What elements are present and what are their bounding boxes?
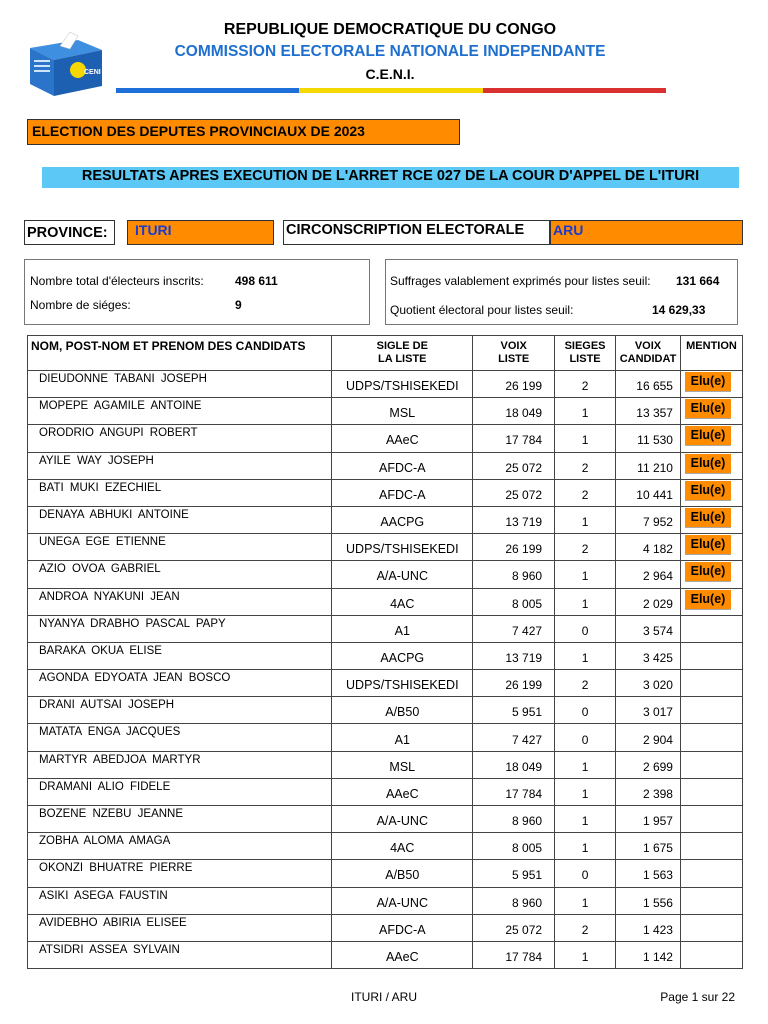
- sieges-liste: 1: [555, 751, 616, 778]
- voix-liste: 8 960: [473, 887, 555, 914]
- mention-cell: [680, 588, 742, 615]
- quotient-label: Quotient électoral pour listes seuil:: [390, 303, 574, 317]
- footer-location: ITURI / ARU: [350, 990, 417, 1004]
- voix-candidat: 1 675: [616, 833, 681, 860]
- voix-liste: 13 719: [473, 506, 555, 533]
- table-row: [28, 914, 743, 941]
- flag-yellow: [299, 88, 482, 93]
- mention-cell: [680, 561, 742, 588]
- candidate-name: OKONZI BHUATRE PIERRE: [28, 860, 332, 887]
- quotient-value: 14 629,33: [652, 303, 706, 317]
- voix-liste: 8 960: [473, 561, 555, 588]
- sieges-liste: 1: [555, 642, 616, 669]
- list-sigle: AACPG: [332, 642, 473, 669]
- elected-badge: Elu(e): [685, 481, 731, 501]
- flag-red: [483, 88, 666, 93]
- elected-badge: Elu(e): [685, 508, 731, 528]
- sieges-liste: 2: [555, 670, 616, 697]
- candidate-name: MOPEPE AGAMILE ANTOINE: [28, 398, 332, 425]
- header-name: NOM, POST-NOM ET PRENOM DES CANDIDATS: [28, 336, 332, 371]
- footer-page-number: Page 1 sur 22: [660, 990, 735, 1004]
- table-row: [28, 751, 743, 778]
- elected-badge: Elu(e): [685, 454, 731, 474]
- elected-badge: Elu(e): [685, 590, 731, 610]
- table-row: [28, 833, 743, 860]
- voix-liste: 25 072: [473, 914, 555, 941]
- list-sigle: A1: [332, 615, 473, 642]
- table-row: [28, 941, 743, 968]
- header-sieges-liste: SIEGES LISTE: [555, 336, 616, 371]
- sieges-liste: 0: [555, 860, 616, 887]
- table-row: [28, 778, 743, 805]
- voix-candidat: 11 210: [616, 452, 681, 479]
- mention-cell: [680, 398, 742, 425]
- mention-cell: [680, 479, 742, 506]
- candidate-name: ORODRIO ANGUPI ROBERT: [28, 425, 332, 452]
- table-row: [28, 561, 743, 588]
- list-sigle: A1: [332, 724, 473, 751]
- voix-liste: 7 427: [473, 724, 555, 751]
- voix-liste: 26 199: [473, 670, 555, 697]
- voix-liste: 26 199: [473, 534, 555, 561]
- table-row: [28, 615, 743, 642]
- list-sigle: UDPS/TSHISEKEDI: [332, 371, 473, 398]
- table-row: [28, 860, 743, 887]
- sieges-liste: 1: [555, 941, 616, 968]
- list-sigle: AAeC: [332, 425, 473, 452]
- election-title: ELECTION DES DEPUTES PROVINCIAUX DE 2023: [27, 119, 460, 145]
- voix-candidat: 2 398: [616, 778, 681, 805]
- voix-candidat: 1 556: [616, 887, 681, 914]
- candidate-name: BOZENE NZEBU JEANNE: [28, 806, 332, 833]
- mention-cell: [680, 670, 742, 697]
- mention-cell: [680, 642, 742, 669]
- candidate-name: ZOBHA ALOMA AMAGA: [28, 833, 332, 860]
- circonscription-label: CIRCONSCRIPTION ELECTORALE: [283, 220, 550, 245]
- voix-candidat: 11 530: [616, 425, 681, 452]
- mention-cell: [680, 615, 742, 642]
- table-row: [28, 452, 743, 479]
- table-row: [28, 887, 743, 914]
- mention-cell: [680, 697, 742, 724]
- voix-candidat: 3 574: [616, 615, 681, 642]
- elected-badge: Elu(e): [685, 372, 731, 392]
- sieges-liste: 1: [555, 561, 616, 588]
- voix-candidat: 10 441: [616, 479, 681, 506]
- list-sigle: A/B50: [332, 697, 473, 724]
- candidate-name: DRANI AUTSAI JOSEPH: [28, 697, 332, 724]
- table-row: [28, 588, 743, 615]
- mention-cell: [680, 833, 742, 860]
- candidate-name: AVIDEBHO ABIRIA ELISEE: [28, 914, 332, 941]
- electeurs-label: Nombre total d'électeurs inscrits:: [30, 274, 204, 288]
- stats-left-box: [24, 259, 370, 325]
- voix-liste: 7 427: [473, 615, 555, 642]
- voix-liste: 17 784: [473, 778, 555, 805]
- stats-right-box: [385, 259, 738, 325]
- sieges-liste: 1: [555, 398, 616, 425]
- table-row: [28, 425, 743, 452]
- voix-liste: 17 784: [473, 941, 555, 968]
- candidate-name: BARAKA OKUA ELISE: [28, 642, 332, 669]
- voix-candidat: 1 142: [616, 941, 681, 968]
- list-sigle: A/A-UNC: [332, 561, 473, 588]
- voix-candidat: 7 952: [616, 506, 681, 533]
- sieges-value: 9: [235, 298, 242, 312]
- mention-cell: [680, 425, 742, 452]
- elected-badge: Elu(e): [685, 399, 731, 419]
- voix-candidat: 3 425: [616, 642, 681, 669]
- voix-liste: 5 951: [473, 697, 555, 724]
- list-sigle: AACPG: [332, 506, 473, 533]
- table-row: [28, 506, 743, 533]
- mention-cell: [680, 941, 742, 968]
- table-row: [28, 670, 743, 697]
- table-row: [28, 398, 743, 425]
- candidate-name: MARTYR ABEDJOA MARTYR: [28, 751, 332, 778]
- voix-liste: 18 049: [473, 398, 555, 425]
- sieges-liste: 2: [555, 914, 616, 941]
- table-row: [28, 479, 743, 506]
- candidate-name: UNEGA EGE ETIENNE: [28, 534, 332, 561]
- voix-candidat: 3 017: [616, 697, 681, 724]
- voix-candidat: 1 423: [616, 914, 681, 941]
- elected-badge: Elu(e): [685, 535, 731, 555]
- candidate-name: AGONDA EDYOATA JEAN BOSCO: [28, 670, 332, 697]
- header-sigle: SIGLE DE LA LISTE: [332, 336, 473, 371]
- voix-candidat: 4 182: [616, 534, 681, 561]
- sieges-liste: 2: [555, 452, 616, 479]
- sieges-liste: 1: [555, 887, 616, 914]
- table-header-row: [28, 336, 743, 371]
- sieges-liste: 2: [555, 479, 616, 506]
- mention-cell: [680, 778, 742, 805]
- suffrages-label: Suffrages valablement exprimés pour listes seuil:: [390, 274, 651, 288]
- mention-cell: [680, 371, 742, 398]
- candidate-name: DRAMANI ALIO FIDELE: [28, 778, 332, 805]
- sieges-liste: 1: [555, 588, 616, 615]
- candidate-name: DENAYA ABHUKI ANTOINE: [28, 506, 332, 533]
- voix-liste: 8 960: [473, 806, 555, 833]
- sieges-liste: 2: [555, 534, 616, 561]
- header-ceni: C.E.N.I.: [365, 66, 415, 82]
- list-sigle: AFDC-A: [332, 452, 473, 479]
- list-sigle: A/A-UNC: [332, 887, 473, 914]
- sieges-liste: 0: [555, 615, 616, 642]
- voix-liste: 8 005: [473, 588, 555, 615]
- header-commission: COMMISSION ELECTORALE NATIONALE INDEPENDANTE: [174, 43, 606, 60]
- candidate-name: NYANYA DRABHO PASCAL PAPY: [28, 615, 332, 642]
- list-sigle: UDPS/TSHISEKEDI: [332, 670, 473, 697]
- table-row: [28, 534, 743, 561]
- voix-liste: 8 005: [473, 833, 555, 860]
- header-voix-candidat: VOIX CANDIDAT: [616, 336, 681, 371]
- voix-liste: 17 784: [473, 425, 555, 452]
- sieges-liste: 1: [555, 806, 616, 833]
- voix-liste: 18 049: [473, 751, 555, 778]
- electeurs-value: 498 611: [235, 274, 278, 288]
- list-sigle: A/A-UNC: [332, 806, 473, 833]
- voix-candidat: 3 020: [616, 670, 681, 697]
- sieges-liste: 0: [555, 697, 616, 724]
- mention-cell: [680, 806, 742, 833]
- header-republic: REPUBLIQUE DEMOCRATIQUE DU CONGO: [223, 21, 557, 38]
- flag-color-bar: [116, 88, 666, 93]
- sieges-liste: 0: [555, 724, 616, 751]
- candidate-name: ATSIDRI ASSEA SYLVAIN: [28, 941, 332, 968]
- table-row: [28, 724, 743, 751]
- list-sigle: MSL: [332, 751, 473, 778]
- candidate-name: ASIKI ASEGA FAUSTIN: [28, 887, 332, 914]
- mention-cell: [680, 914, 742, 941]
- results-title: RESULTATS APRES EXECUTION DE L'ARRET RCE 027 DE LA COUR D'APPEL DE L'ITURI: [42, 167, 739, 188]
- voix-liste: 25 072: [473, 452, 555, 479]
- list-sigle: A/B50: [332, 860, 473, 887]
- candidate-name: DIEUDONNE TABANI JOSEPH: [28, 371, 332, 398]
- voix-liste: 5 951: [473, 860, 555, 887]
- table-row: [28, 642, 743, 669]
- sieges-liste: 1: [555, 425, 616, 452]
- mention-cell: [680, 887, 742, 914]
- province-value: ITURI: [127, 220, 274, 245]
- list-sigle: 4AC: [332, 588, 473, 615]
- mention-cell: [680, 534, 742, 561]
- sieges-liste: 1: [555, 833, 616, 860]
- sieges-liste: 1: [555, 506, 616, 533]
- elected-badge: Elu(e): [685, 426, 731, 446]
- voix-candidat: 2 699: [616, 751, 681, 778]
- voix-candidat: 2 029: [616, 588, 681, 615]
- voix-candidat: 16 655: [616, 371, 681, 398]
- province-label: PROVINCE:: [24, 220, 115, 245]
- voix-candidat: 1 957: [616, 806, 681, 833]
- suffrages-value: 131 664: [676, 274, 720, 288]
- voix-liste: 25 072: [473, 479, 555, 506]
- sieges-liste: 2: [555, 371, 616, 398]
- list-sigle: AAeC: [332, 941, 473, 968]
- table-row: [28, 697, 743, 724]
- candidate-name: MATATA ENGA JACQUES: [28, 724, 332, 751]
- mention-cell: [680, 860, 742, 887]
- candidate-name: AYILE WAY JOSEPH: [28, 452, 332, 479]
- mention-cell: [680, 452, 742, 479]
- table-row: [28, 371, 743, 398]
- candidate-name: AZIO OVOA GABRIEL: [28, 561, 332, 588]
- table-row: [28, 806, 743, 833]
- header-voix-liste: VOIX LISTE: [473, 336, 555, 371]
- logo-text: CENI: [84, 69, 101, 76]
- candidate-name: BATI MUKI EZECHIEL: [28, 479, 332, 506]
- ceni-ballot-box-logo: [26, 30, 112, 98]
- sieges-liste: 1: [555, 778, 616, 805]
- results-table: [27, 335, 743, 969]
- voix-candidat: 2 964: [616, 561, 681, 588]
- elected-badge: Elu(e): [685, 562, 731, 582]
- mention-cell: [680, 506, 742, 533]
- voix-candidat: 13 357: [616, 398, 681, 425]
- list-sigle: AFDC-A: [332, 479, 473, 506]
- list-sigle: UDPS/TSHISEKEDI: [332, 534, 473, 561]
- mention-cell: [680, 751, 742, 778]
- voix-liste: 26 199: [473, 371, 555, 398]
- voix-candidat: 2 904: [616, 724, 681, 751]
- mention-cell: [680, 724, 742, 751]
- circonscription-value: ARU: [550, 220, 743, 245]
- list-sigle: MSL: [332, 398, 473, 425]
- voix-liste: 13 719: [473, 642, 555, 669]
- sieges-label: Nombre de siéges:: [30, 298, 131, 312]
- list-sigle: AFDC-A: [332, 914, 473, 941]
- candidate-name: ANDROA NYAKUNI JEAN: [28, 588, 332, 615]
- header-mention: MENTION: [680, 336, 742, 371]
- list-sigle: 4AC: [332, 833, 473, 860]
- flag-blue: [116, 88, 299, 93]
- list-sigle: AAeC: [332, 778, 473, 805]
- voix-candidat: 1 563: [616, 860, 681, 887]
